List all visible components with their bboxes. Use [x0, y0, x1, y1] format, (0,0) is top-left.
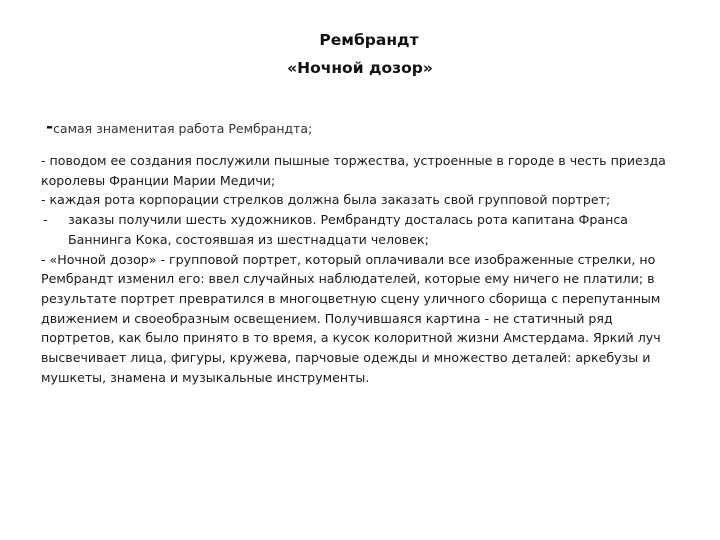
- point-occasion: - поводом ее создания послужили пышные торжества, устроенные в городе в честь приезда королевы Франции Марии Медичи;: [41, 153, 666, 188]
- point-artists-text: заказы получили шесть художников. Рембрандту досталась рота капитана Франса Баннинга Кока, состоявшая из шестнадцати человек;: [68, 212, 628, 247]
- title-painting: «Ночной дозор»: [287, 59, 433, 77]
- first-point: [46, 118, 312, 138]
- point-description: - «Ночной дозор» - групповой портрет, который оплачивали все изображенные стрелки, но Рембрандт изменил его: ввел случайных наблюдателей, которые ему ничего не платили; в результате портрет превратился в многоцветную сцену уличного сборища с перепутанным движением и своеобразным освещением. Получившаяся картина - не статичный ряд портретов, как было принято в то время, а кусок колоритной жизни Амстердама. Яркий луч высвечивает лица, фигуры, кружева, парчовые одежды и множество деталей: аркебузы и мушкеты, знамена и музыкальные инструменты.: [41, 251, 661, 385]
- point-company-order: - каждая рота корпорации стрелков должна была заказать свой групповой портрет;: [41, 192, 611, 208]
- slide-title: [0, 26, 720, 82]
- first-point-dash: -: [46, 117, 54, 137]
- first-point-text: самая знаменитая работа Рембрандта;: [53, 121, 313, 136]
- body-text: [41, 151, 681, 387]
- point-artists: [41, 210, 681, 249]
- point-artists-bullet: -: [43, 212, 48, 228]
- title-artist: Рембрандт: [319, 31, 419, 49]
